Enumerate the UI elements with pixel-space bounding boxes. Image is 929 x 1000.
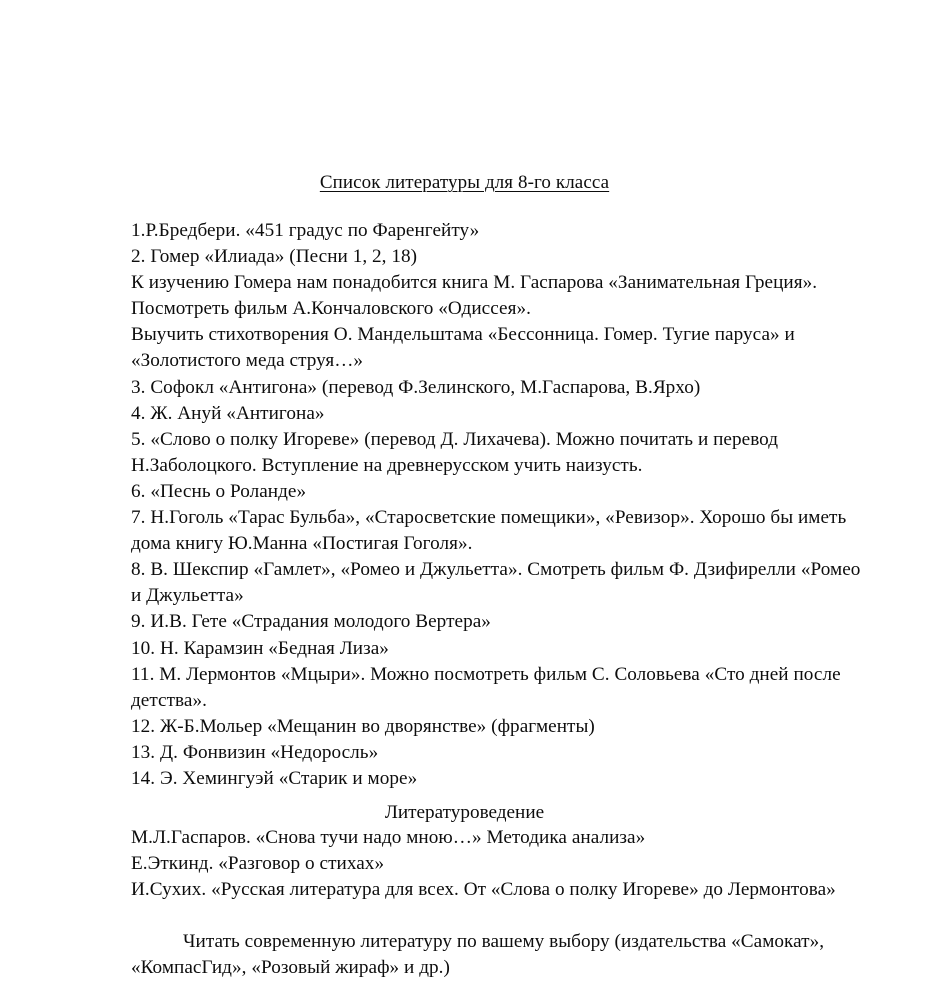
list-item: 3. Софокл «Антигона» (перевод Ф.Зелинского, М.Гаспарова, В.Ярхо) — [131, 376, 701, 398]
list-item: 6. «Песнь о Роланде» — [131, 480, 307, 502]
list-item: 14. Э. Хемингуэй «Старик и море» — [131, 767, 418, 789]
list-item: 5. «Слово о полку Игореве» (перевод Д. Лихачева). Можно почитать и перевод Н.Заболоцкого. Вступление на древнерусском учить наизусть. — [131, 428, 779, 476]
reading-list — [131, 218, 868, 792]
list-item: 12. Ж-Б.Мольер «Мещанин во дворянстве» (фрагменты) — [131, 715, 595, 737]
list-item: 10. Н. Карамзин «Бедная Лиза» — [131, 637, 389, 659]
list-item: К изучению Гомера нам понадобится книга М. Гаспарова «Занимательная Греция». Посмотреть фильм А.Кончаловского «Одиссея». — [131, 272, 818, 320]
page-title-text: Список литературы для 8-го класса — [319, 172, 610, 193]
list-item: 7. Н.Гоголь «Тарас Бульба», «Старосветские помещики», «Ревизор». Хорошо бы иметь дома книгу Ю.Манна «Постигая Гоголя». — [131, 507, 847, 555]
section-heading-literary-studies: Литературоведение — [384, 802, 545, 823]
list-item: И.Сухих. «Русская литература для всех. От «Слова о полку Игореве» до Лермонтова» — [131, 879, 836, 901]
closing-note — [131, 929, 868, 981]
list-item: 4. Ж. Ануй «Антигона» — [131, 402, 325, 424]
literary-studies-list — [131, 825, 868, 903]
list-item: 8. В. Шекспир «Гамлет», «Ромео и Джульетта». Смотреть фильм Ф. Дзифирелли «Ромео и Джульетта» — [131, 559, 861, 607]
list-item: М.Л.Гаспаров. «Снова тучи надо мною…» Методика анализа» — [131, 827, 646, 848]
list-item: Е.Эткинд. «Разговор о стихах» — [131, 853, 385, 875]
list-item: 11. М. Лермонтов «Мцыри». Можно посмотреть фильм С. Соловьева «Сто дней после детства». — [131, 663, 841, 711]
list-item: 2. Гомер «Илиада» (Песни 1, 2, 18) — [131, 246, 418, 268]
list-item: 13. Д. Фонвизин «Недоросль» — [131, 741, 379, 763]
page-title — [0, 170, 929, 196]
list-item: 9. И.В. Гете «Страдания молодого Вертера» — [131, 611, 491, 633]
closing-note-text: Читать современную литературу по вашему выбору (издательства «Самокат», «КомпасГид», «Розовый жираф» и др.) — [131, 931, 825, 979]
list-item: 1.Р.Бредбери. «451 градус по Фаренгейту» — [131, 220, 480, 241]
list-item: Выучить стихотворения О. Мандельштама «Бессонница. Гомер. Тугие паруса» и «Золотистого меда струя…» — [131, 324, 795, 372]
